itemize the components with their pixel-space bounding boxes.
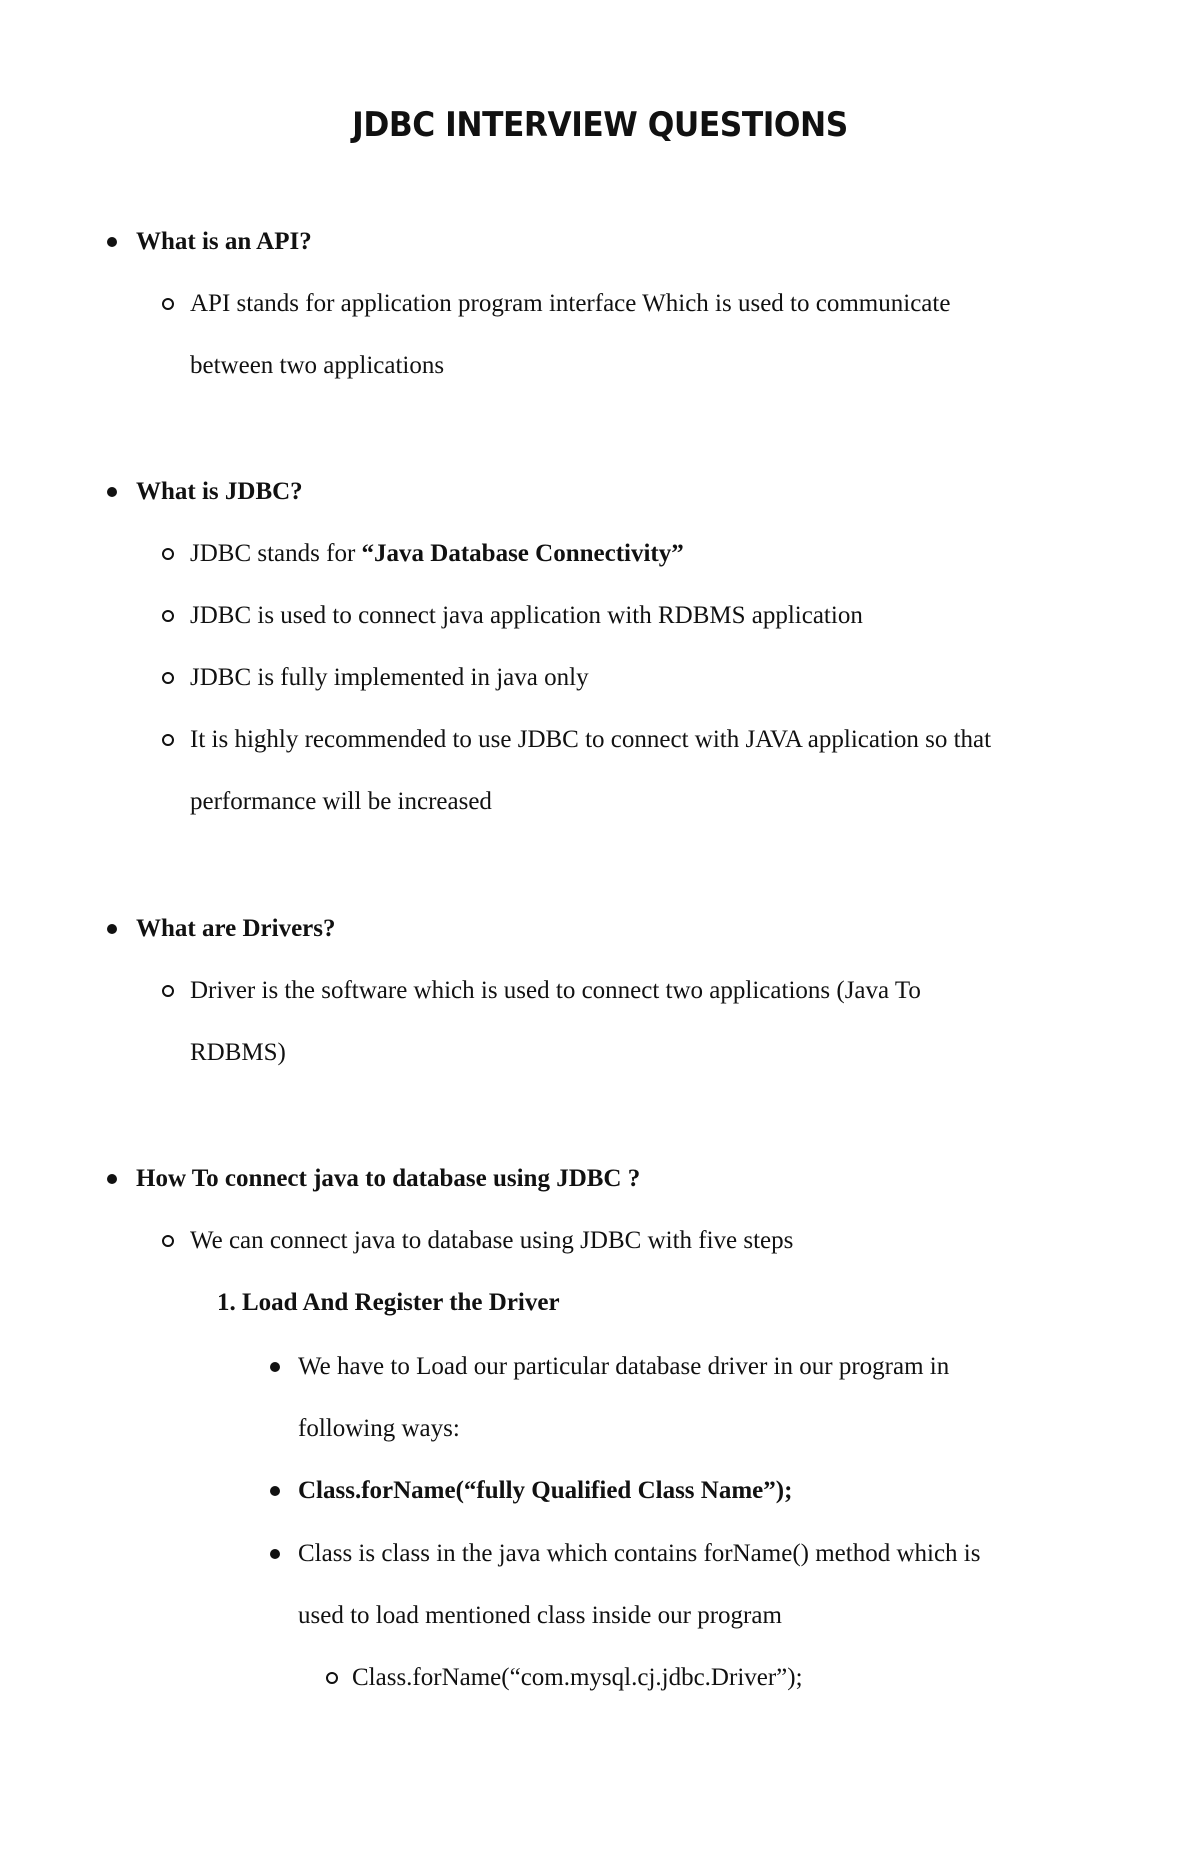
- answer-jdbc-4-line1: It is highly recommended to use JDBC to connect with JAVA application so that: [190, 726, 992, 753]
- answer-jdbc-4-line2: performance will be increased: [190, 788, 492, 815]
- step-1-bullet-3-line1: Class is class in the java which contains forName() method which is: [298, 1540, 981, 1567]
- bullet-icon: [270, 1362, 280, 1372]
- question-drivers: What are Drivers?: [136, 915, 336, 942]
- question-connect: How To connect java to database using JDBC ?: [136, 1165, 641, 1192]
- step-1-bullet-3-line2: used to load mentioned class inside our program: [298, 1602, 782, 1629]
- answer-jdbc-1-text: JDBC stands for: [190, 540, 362, 567]
- page-title: JDBC INTERVIEW QUESTIONS: [352, 105, 848, 145]
- step-1-sub-bullet: Class.forName(“com.mysql.cj.jdbc.Driver”);: [352, 1664, 803, 1691]
- circle-bullet-icon: [326, 1672, 338, 1684]
- circle-bullet-icon: [162, 734, 174, 746]
- bullet-icon: [107, 237, 117, 247]
- circle-bullet-icon: [162, 672, 174, 684]
- answer-api-line1: API stands for application program interface Which is used to communicate: [190, 290, 951, 317]
- answer-api-line2: between two applications: [190, 352, 445, 379]
- circle-bullet-icon: [162, 548, 174, 560]
- step-1-heading: 1. Load And Register the Driver: [217, 1289, 560, 1316]
- circle-bullet-icon: [162, 985, 174, 997]
- step-1-bullet-1-line1: We have to Load our particular database driver in our program in: [298, 1353, 950, 1380]
- circle-bullet-icon: [162, 610, 174, 622]
- answer-jdbc-2: JDBC is used to connect java application with RDBMS application: [190, 602, 863, 629]
- answer-drivers-line1: Driver is the software which is used to connect two applications (Java To: [190, 977, 921, 1004]
- question-api: What is an API?: [136, 228, 312, 255]
- answer-jdbc-1: [190, 537, 684, 571]
- bullet-icon: [270, 1486, 280, 1496]
- circle-bullet-icon: [162, 1235, 174, 1247]
- answer-connect: We can connect java to database using JDBC with five steps: [190, 1227, 794, 1254]
- bullet-icon: [270, 1549, 280, 1559]
- bullet-icon: [107, 924, 117, 934]
- answer-jdbc-3: JDBC is fully implemented in java only: [190, 664, 589, 691]
- circle-bullet-icon: [162, 298, 174, 310]
- bullet-icon: [107, 1174, 117, 1184]
- bullet-icon: [107, 487, 117, 497]
- answer-jdbc-1-bold: “Java Database Connectivity”: [361, 540, 684, 567]
- step-1-bullet-1-line2: following ways:: [298, 1415, 460, 1442]
- question-jdbc: What is JDBC?: [136, 478, 303, 505]
- step-1-bullet-2: Class.forName(“fully Qualified Class Name”);: [298, 1477, 793, 1504]
- answer-drivers-line2: RDBMS): [190, 1039, 286, 1066]
